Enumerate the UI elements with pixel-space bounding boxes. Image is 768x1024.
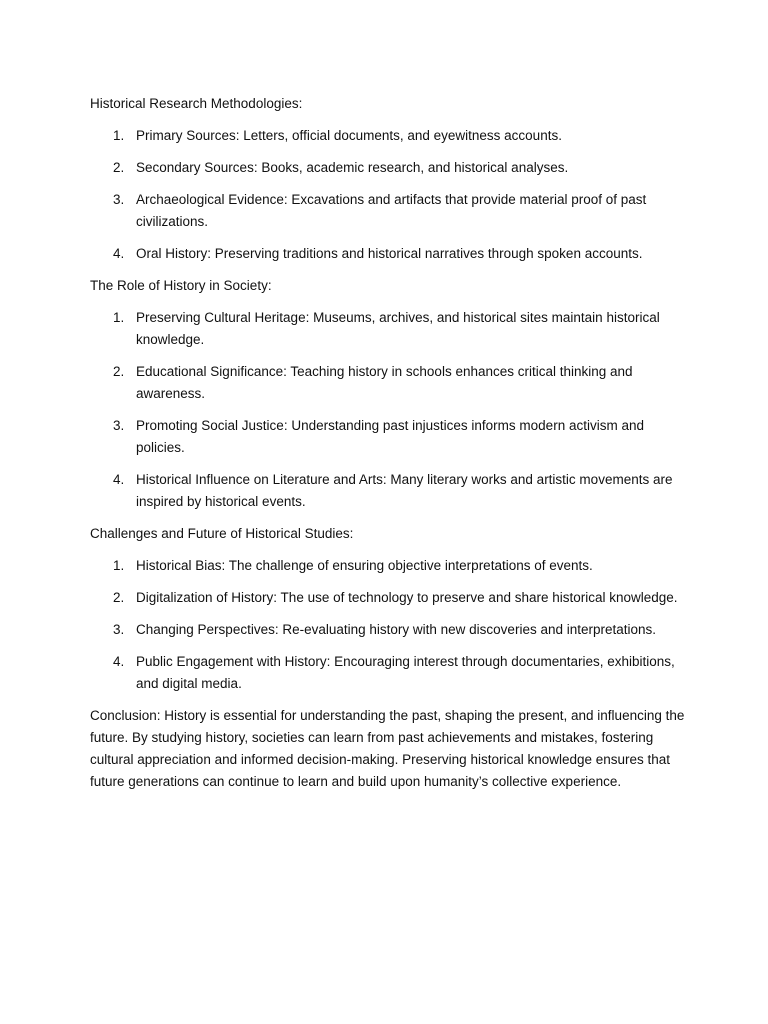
section-heading-challenges-future: Challenges and Future of Historical Studies: — [90, 526, 354, 541]
list-item — [90, 157, 686, 179]
list-number: 4. — [113, 472, 125, 487]
list-number: 1. — [113, 128, 125, 143]
list-number: 3. — [113, 418, 125, 433]
list-item-text: Preserving Cultural Heritage: Museums, archives, and historical sites maintain historical knowledge. — [136, 310, 660, 347]
list-item-text: Secondary Sources: Books, academic research, and historical analyses. — [136, 160, 569, 175]
list-item-text: Historical Influence on Literature and Arts: Many literary works and artistic movements are inspired by historical events. — [136, 472, 673, 509]
list-item — [90, 651, 686, 695]
list-item-text: Historical Bias: The challenge of ensuring objective interpretations of events. — [136, 558, 593, 573]
list-number: 4. — [113, 654, 125, 669]
list-item-text: Promoting Social Justice: Understanding past injustices informs modern activism and policies. — [136, 418, 644, 455]
list-item-text: Educational Significance: Teaching history in schools enhances critical thinking and awareness. — [136, 364, 633, 401]
list-item — [90, 361, 686, 405]
list-item — [90, 189, 686, 233]
role-of-history-list — [90, 307, 686, 513]
section-heading-role-of-history: The Role of History in Society: — [90, 278, 272, 293]
list-item — [90, 587, 686, 609]
list-item-text: Archaeological Evidence: Excavations and artifacts that provide material proof of past civilizations. — [136, 192, 647, 229]
list-number: 1. — [113, 558, 125, 573]
list-item-text: Primary Sources: Letters, official documents, and eyewitness accounts. — [136, 128, 562, 143]
list-item — [90, 555, 686, 577]
list-number: 2. — [113, 364, 125, 379]
challenges-list — [90, 555, 686, 695]
list-item — [90, 125, 686, 147]
list-number: 3. — [113, 622, 125, 637]
methodologies-list — [90, 125, 686, 265]
list-item-text: Changing Perspectives: Re-evaluating history with new discoveries and interpretations. — [136, 622, 657, 637]
conclusion-paragraph: Conclusion: History is essential for understanding the past, shaping the present, and influencing the future. By studying history, societies can learn from past achievements and mistakes, fostering cultural appreciation and informed decision-making. Preserving historical knowledge ensures that future generations can continue to learn and build upon humanity’s collective experience. — [90, 708, 685, 789]
list-item — [90, 243, 686, 265]
list-number: 4. — [113, 246, 125, 261]
section-heading-research-methodologies: Historical Research Methodologies: — [90, 96, 303, 111]
list-number: 2. — [113, 590, 125, 605]
document-page — [90, 93, 686, 793]
list-number: 1. — [113, 310, 125, 325]
list-item-text: Oral History: Preserving traditions and historical narratives through spoken accounts. — [136, 246, 643, 261]
list-item — [90, 307, 686, 351]
list-number: 2. — [113, 160, 125, 175]
list-item — [90, 415, 686, 459]
list-item-text: Digitalization of History: The use of technology to preserve and share historical knowledge. — [136, 590, 678, 605]
list-number: 3. — [113, 192, 125, 207]
list-item — [90, 619, 686, 641]
list-item — [90, 469, 686, 513]
list-item-text: Public Engagement with History: Encouraging interest through documentaries, exhibitions, and digital media. — [136, 654, 675, 691]
